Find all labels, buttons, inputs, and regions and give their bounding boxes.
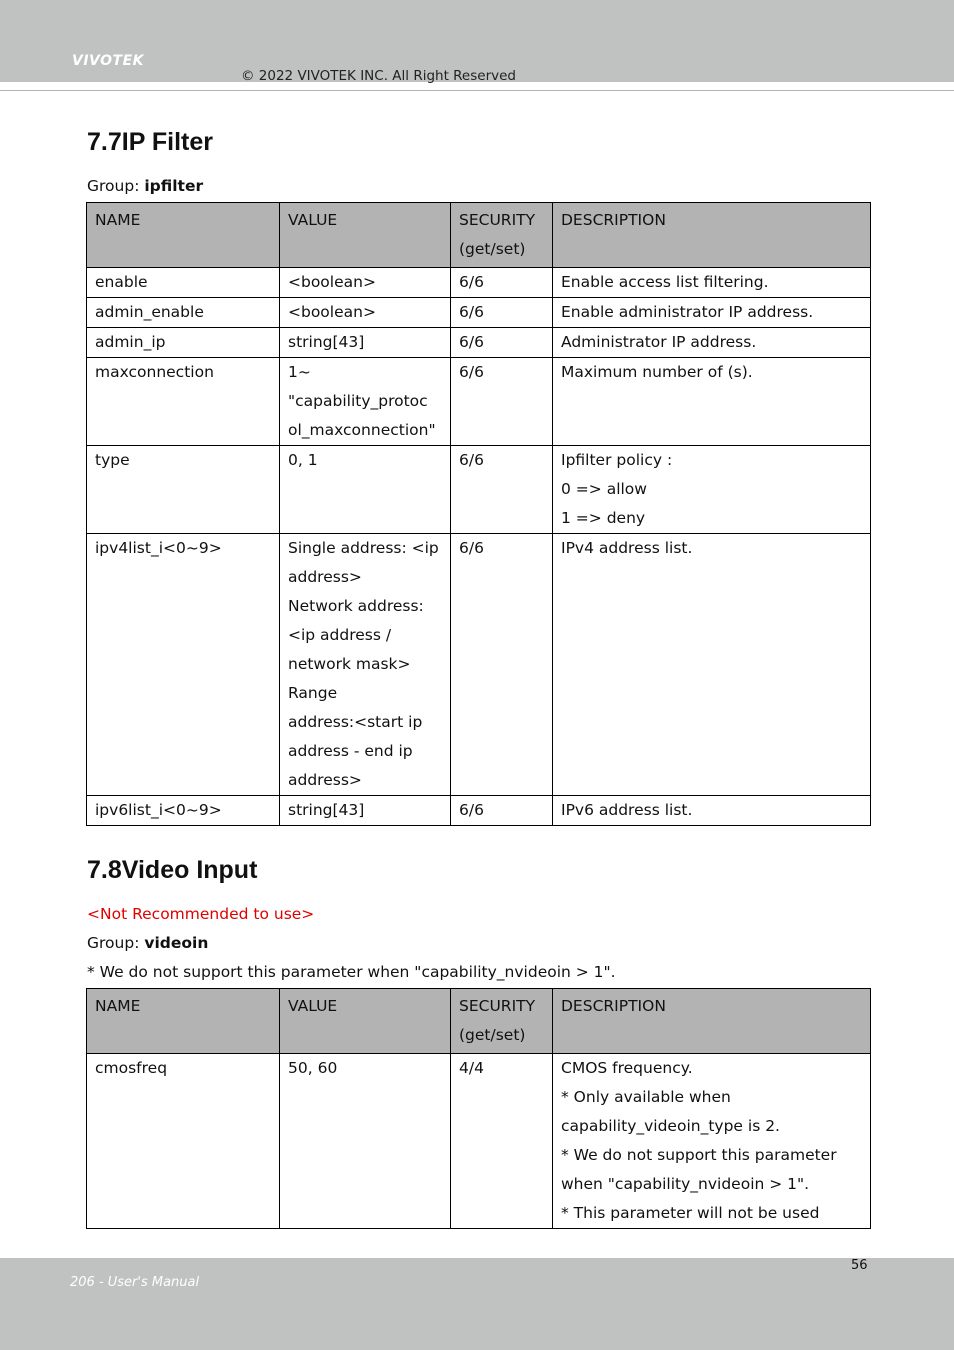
param-table-videoin bbox=[86, 988, 871, 1229]
header-col-name bbox=[87, 203, 280, 268]
group-line-videoin bbox=[87, 934, 208, 952]
header-col-security-line: (get/set) bbox=[459, 240, 526, 258]
cell-col-description-line: Enable administrator IP address. bbox=[561, 303, 814, 321]
cell-col-description bbox=[553, 1054, 871, 1229]
cell-col-value-line: Network address: bbox=[288, 597, 424, 615]
cell-col-value-line: <ip address / bbox=[288, 626, 392, 644]
header-col-description-line: DESCRIPTION bbox=[561, 211, 666, 229]
table-header-row bbox=[87, 989, 871, 1054]
footer-band bbox=[0, 1258, 954, 1350]
page-number: 56 bbox=[851, 1258, 868, 1273]
cell-col-name bbox=[87, 1054, 280, 1229]
cell-col-description-line: * Only available when bbox=[561, 1088, 731, 1106]
cell-col-security-line: 6/6 bbox=[459, 363, 484, 381]
cell-col-security bbox=[451, 446, 553, 534]
cell-col-name-line: enable bbox=[95, 273, 148, 291]
group-line-ipfilter bbox=[87, 177, 203, 195]
brand-logo: VIVOTEK bbox=[72, 53, 144, 69]
header-col-value bbox=[280, 989, 451, 1054]
cell-col-description-line: Enable access list filtering. bbox=[561, 273, 769, 291]
cell-col-description-line: Ipfilter policy : bbox=[561, 451, 673, 469]
note-text: * We do not support this parameter when "capability_nvideoin > 1". bbox=[87, 963, 616, 981]
group-name: videoin bbox=[144, 934, 209, 952]
cell-col-description bbox=[553, 358, 871, 446]
cell-col-value-line: string[43] bbox=[288, 801, 365, 819]
cell-col-value-line: address> bbox=[288, 568, 362, 586]
cell-col-value bbox=[280, 298, 451, 328]
cell-col-value bbox=[280, 534, 451, 796]
cell-col-security bbox=[451, 796, 553, 826]
table-row bbox=[87, 796, 871, 826]
cell-col-value-line: address:<start ip bbox=[288, 713, 423, 731]
cell-col-security-line: 6/6 bbox=[459, 303, 484, 321]
cell-col-security-line: 6/6 bbox=[459, 273, 484, 291]
group-label: Group: bbox=[87, 177, 145, 195]
header-col-value-line: VALUE bbox=[288, 211, 338, 229]
cell-col-name bbox=[87, 446, 280, 534]
section-title-ipfilter: 7.7IP Filter bbox=[87, 128, 213, 156]
cell-col-value bbox=[280, 328, 451, 358]
cell-col-security bbox=[451, 298, 553, 328]
cell-col-security-line: 6/6 bbox=[459, 539, 484, 557]
header-col-value-line: VALUE bbox=[288, 997, 338, 1015]
group-name: ipfilter bbox=[144, 177, 204, 195]
cell-col-value-line: "capability_protoc bbox=[288, 392, 428, 410]
header-divider bbox=[0, 90, 954, 91]
header-col-security bbox=[451, 989, 553, 1054]
cell-col-value-line: address> bbox=[288, 771, 362, 789]
cell-col-name-line: admin_ip bbox=[95, 333, 166, 351]
cell-col-value-line: <boolean> bbox=[288, 273, 376, 291]
cell-col-value-line: address - end ip bbox=[288, 742, 413, 760]
cell-col-description-line: Administrator IP address. bbox=[561, 333, 757, 351]
cell-col-name-line: admin_enable bbox=[95, 303, 204, 321]
param-table-ipfilter bbox=[86, 202, 871, 826]
cell-col-value bbox=[280, 796, 451, 826]
cell-col-security-line: 4/4 bbox=[459, 1059, 484, 1077]
table-row bbox=[87, 446, 871, 534]
warning-text: <Not Recommended to use> bbox=[87, 905, 315, 923]
cell-col-value-line: Range bbox=[288, 684, 338, 702]
table-row bbox=[87, 358, 871, 446]
cell-col-description-line: when "capability_nvideoin > 1". bbox=[561, 1175, 810, 1193]
cell-col-name-line: ipv4list_i<0~9> bbox=[95, 539, 222, 557]
copyright-text: © 2022 VIVOTEK INC. All Right Reserved bbox=[241, 68, 516, 84]
cell-col-description bbox=[553, 268, 871, 298]
cell-col-description-line: capability_videoin_type is 2. bbox=[561, 1117, 780, 1135]
cell-col-description bbox=[553, 328, 871, 358]
cell-col-value-line: 50, 60 bbox=[288, 1059, 338, 1077]
header-col-description-line: DESCRIPTION bbox=[561, 997, 666, 1015]
header-col-security-line: SECURITY bbox=[459, 997, 536, 1015]
cell-col-description bbox=[553, 298, 871, 328]
cell-col-name bbox=[87, 298, 280, 328]
cell-col-description-line: * This parameter will not be used bbox=[561, 1204, 820, 1222]
header-col-name-line: NAME bbox=[95, 997, 141, 1015]
cell-col-security bbox=[451, 268, 553, 298]
cell-col-security bbox=[451, 358, 553, 446]
cell-col-security bbox=[451, 534, 553, 796]
header-col-name bbox=[87, 989, 280, 1054]
cell-col-name bbox=[87, 358, 280, 446]
cell-col-description-line: IPv4 address list. bbox=[561, 539, 693, 557]
cell-col-security bbox=[451, 1054, 553, 1229]
cell-col-name-line: ipv6list_i<0~9> bbox=[95, 801, 222, 819]
cell-col-description-line: 1 => deny bbox=[561, 509, 646, 527]
cell-col-security-line: 6/6 bbox=[459, 451, 484, 469]
cell-col-security-line: 6/6 bbox=[459, 333, 484, 351]
cell-col-value bbox=[280, 358, 451, 446]
cell-col-value-line: 1~ bbox=[288, 363, 311, 381]
cell-col-value bbox=[280, 1054, 451, 1229]
header-col-description bbox=[553, 203, 871, 268]
cell-col-security bbox=[451, 328, 553, 358]
cell-col-value bbox=[280, 268, 451, 298]
table-row bbox=[87, 328, 871, 358]
cell-col-description-line: * We do not support this parameter bbox=[561, 1146, 837, 1164]
cell-col-description bbox=[553, 796, 871, 826]
group-label: Group: bbox=[87, 934, 145, 952]
table-header-row bbox=[87, 203, 871, 268]
cell-col-name-line: maxconnection bbox=[95, 363, 214, 381]
header-col-name-line: NAME bbox=[95, 211, 141, 229]
table-row bbox=[87, 534, 871, 796]
cell-col-value-line: <boolean> bbox=[288, 303, 376, 321]
cell-col-description bbox=[553, 534, 871, 796]
table-row bbox=[87, 268, 871, 298]
cell-col-value-line: Single address: <ip bbox=[288, 539, 439, 557]
cell-col-security-line: 6/6 bbox=[459, 801, 484, 819]
cell-col-name-line: cmosfreq bbox=[95, 1059, 168, 1077]
cell-col-description-line: CMOS frequency. bbox=[561, 1059, 693, 1077]
table-row bbox=[87, 1054, 871, 1229]
cell-col-name bbox=[87, 328, 280, 358]
cell-col-description-line: IPv6 address list. bbox=[561, 801, 693, 819]
cell-col-description bbox=[553, 446, 871, 534]
cell-col-value-line: string[43] bbox=[288, 333, 365, 351]
header-col-description bbox=[553, 989, 871, 1054]
cell-col-value-line: network mask> bbox=[288, 655, 411, 673]
header-col-security-line: SECURITY bbox=[459, 211, 536, 229]
table-row bbox=[87, 298, 871, 328]
cell-col-value-line: 0, 1 bbox=[288, 451, 318, 469]
manual-label: 206 - User's Manual bbox=[70, 1275, 200, 1290]
cell-col-name-line: type bbox=[95, 451, 130, 469]
cell-col-name bbox=[87, 534, 280, 796]
section-title-videoin: 7.8Video Input bbox=[87, 856, 258, 884]
cell-col-value-line: ol_maxconnection" bbox=[288, 421, 436, 439]
cell-col-description-line: 0 => allow bbox=[561, 480, 647, 498]
cell-col-name bbox=[87, 796, 280, 826]
cell-col-value bbox=[280, 446, 451, 534]
header-col-value bbox=[280, 203, 451, 268]
cell-col-description-line: Maximum number of (s). bbox=[561, 363, 753, 381]
header-col-security-line: (get/set) bbox=[459, 1026, 526, 1044]
header-col-security bbox=[451, 203, 553, 268]
cell-col-name bbox=[87, 268, 280, 298]
